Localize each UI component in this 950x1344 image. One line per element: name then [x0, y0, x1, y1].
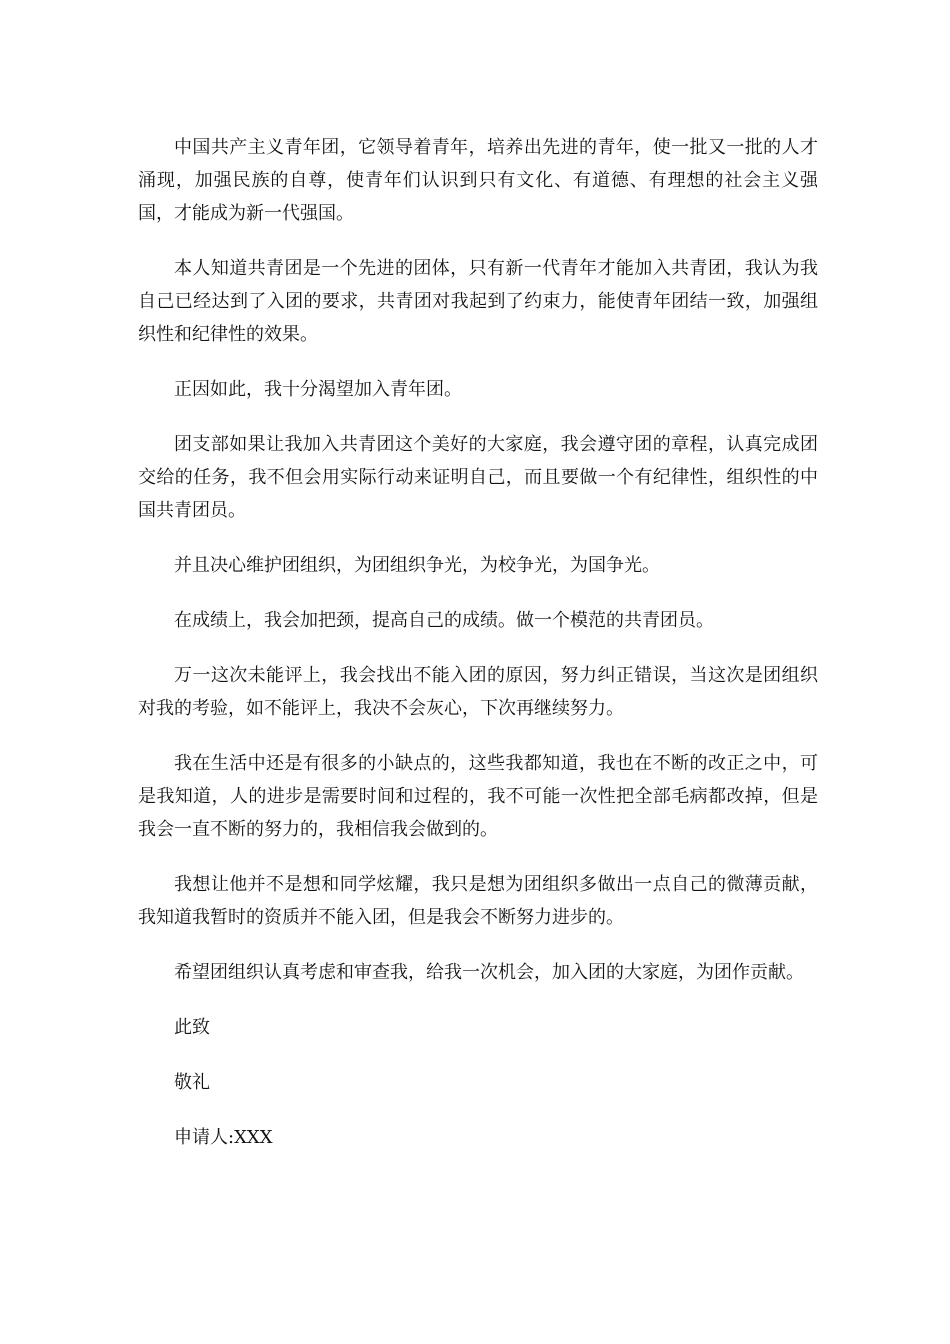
paragraph-8: 我在生活中还是有很多的小缺点的，这些我都知道，我也在不断的改正之中，可是我知道，人的进步是需要时间和过程的，我不可能一次性把全部毛病都改掉，但是我会一直不断的努力的，我相信我会做到的。 — [138, 753, 818, 840]
paragraph-4: 团支部如果让我加入共青团这个美好的大家庭，我会遵守团的章程，认真完成团交给的任务，我不但会用实际行动来证明自己，而且要做一个有纪律性，组织性的中国共青团员。 — [138, 434, 818, 521]
paragraph-7: 万一这次未能评上，我会找出不能入团的原因，努力纠正错误，当这次是团组织对我的考验，如不能评上，我决不会灰心，下次再继续努力。 — [138, 665, 818, 719]
paragraph-6: 在成绩上，我会加把颈，提高自己的成绩。做一个模范的共青团员。 — [174, 610, 714, 631]
paragraph-3: 正因如此，我十分渴望加入青年团。 — [174, 379, 462, 400]
signature-line: 申请人:XXX — [174, 1127, 273, 1148]
paragraph-2: 本人知道共青团是一个先进的团体，只有新一代青年才能加入共青团，我认为我自己已经达到了入团的要求，共青团对我起到了约束力，能使青年团结一致，加强组织性和纪律性的效果。 — [138, 258, 818, 345]
paragraph-10: 希望团组织认真考虑和审查我，给我一次机会，加入团的大家庭，为团作贡献。 — [174, 962, 804, 983]
salutation-line-1: 此致 — [174, 1017, 210, 1038]
paragraph-1: 中国共产主义青年团，它领导着青年，培养出先进的青年，使一批又一批的人才涌现，加强民族的自尊，使青年们认识到只有文化、有道德、有理想的社会主义强国，才能成为新一代强国。 — [138, 137, 818, 224]
paragraph-5: 并且决心维护团组织，为团组织争光，为校争光，为国争光。 — [174, 555, 660, 576]
paragraph-9: 我想让他并不是想和同学炫耀，我只是想为团组织多做出一点自己的微薄贡献，我知道我暂时的资质并不能入团，但是我会不断努力进步的。 — [138, 874, 818, 928]
document-body — [138, 131, 818, 1176]
salutation-line-2: 敬礼 — [174, 1072, 210, 1093]
